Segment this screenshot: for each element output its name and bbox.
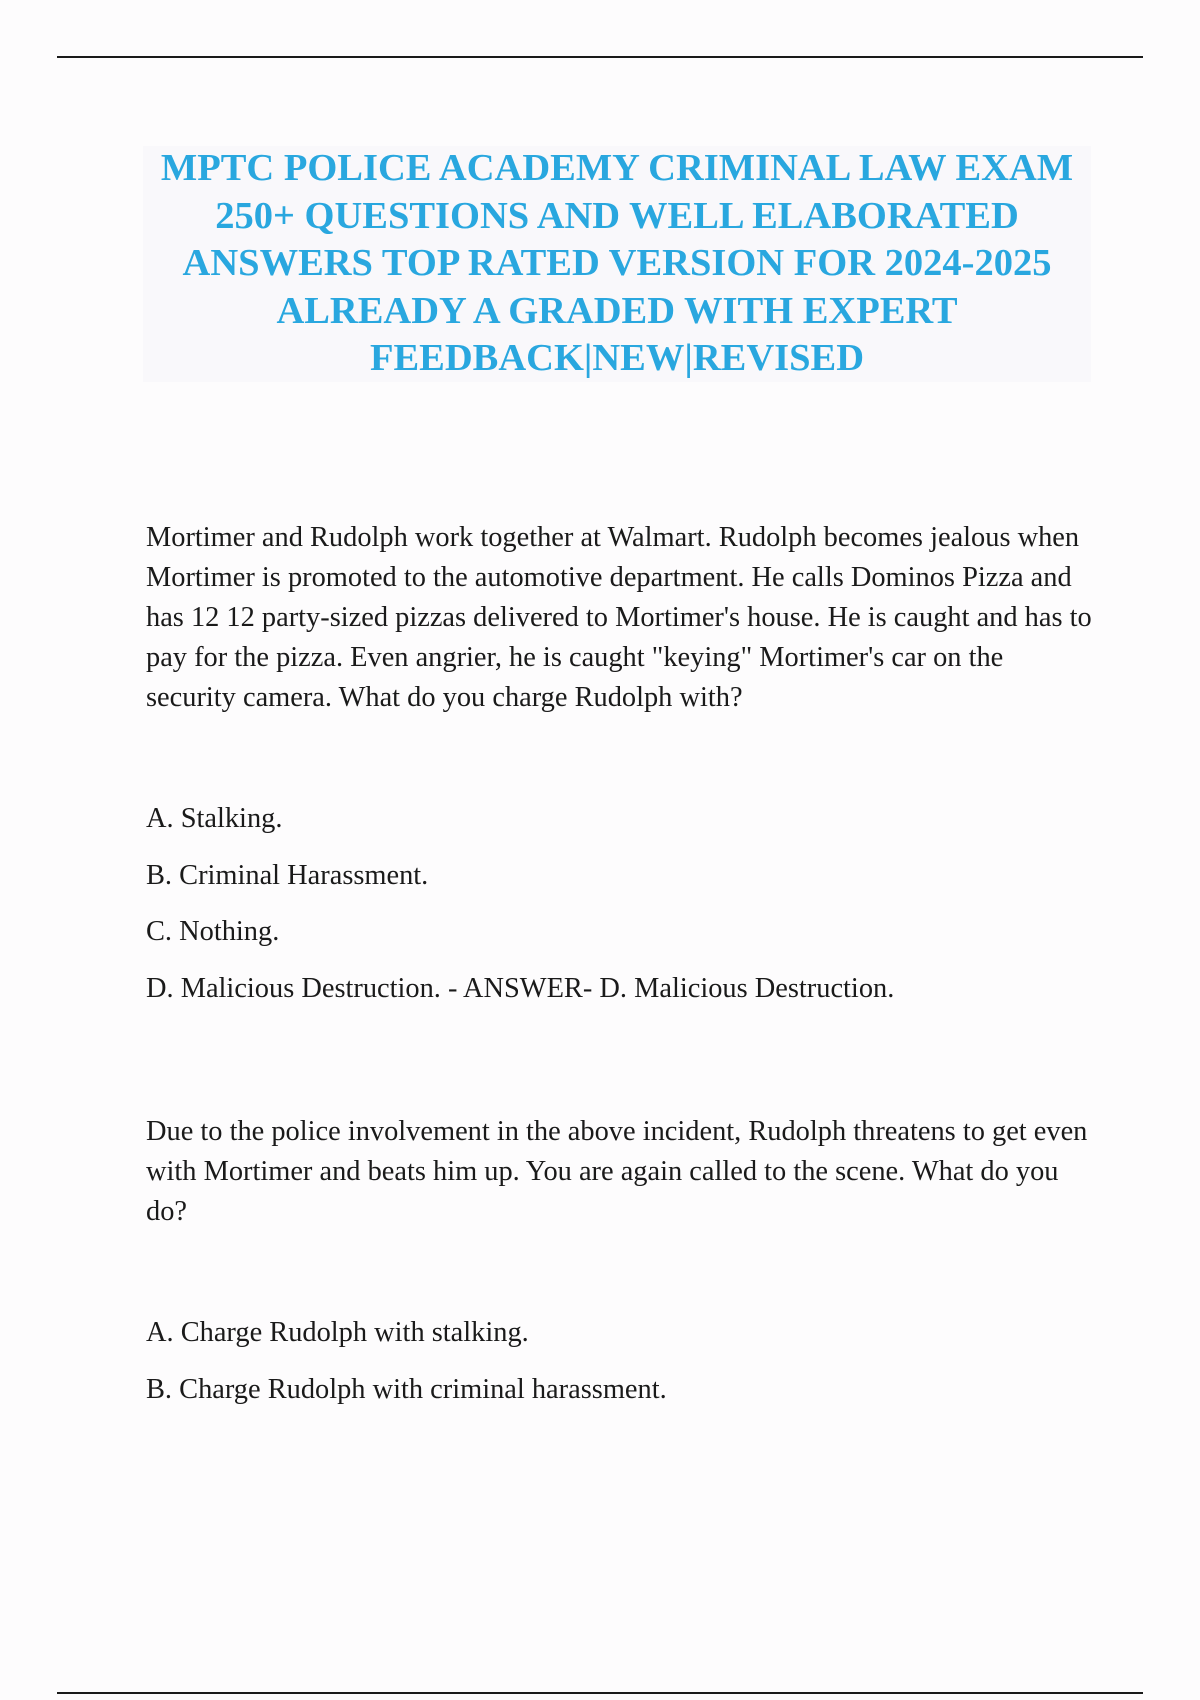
- question-1-option-c: C. Nothing.: [146, 916, 280, 947]
- title-block: [143, 146, 1091, 382]
- question-2-option-b: B. Charge Rudolph with criminal harassment.: [146, 1373, 667, 1405]
- question-1-stem: Mortimer and Rudolph work together at Walmart. Rudolph becomes jealous when Mortimer is promoted to the automotive department. He calls Dominos Pizza and has 12 12 party-sized pizzas delivered to Mortimer's house. He is caught and has to pay for the pizza. Even angrier, he is caught "keying" Mortimer's car on the security camera. What do you charge Rudolph with?: [146, 522, 1092, 713]
- question-1: [146, 518, 1096, 1025]
- question-2-options: [146, 1313, 1096, 1410]
- question-1-option-a: A. Stalking.: [146, 803, 283, 834]
- question-2-stem: Due to the police involvement in the above incident, Rudolph threatens to get even with Mortimer and beats him up. You are again called to the scene. What do you do?: [146, 1116, 1088, 1227]
- top-rule: [57, 56, 1143, 58]
- bottom-rule: [57, 1692, 1143, 1694]
- document-title: MPTC POLICE ACADEMY CRIMINAL LAW EXAM 250+ QUESTIONS AND WELL ELABORATED ANSWERS TOP RATED VERSION FOR 2024-2025 ALREADY A GRADED WITH EXPERT FEEDBACK|NEW|REVISED: [160, 147, 1074, 380]
- question-1-option-d-answer: D. Malicious Destruction. - ANSWER- D. Malicious Destruction.: [146, 972, 895, 1004]
- question-1-option-b: B. Criminal Harassment.: [146, 859, 429, 891]
- question-1-options: [146, 799, 1096, 1009]
- question-2-option-a: A. Charge Rudolph with stalking.: [146, 1317, 529, 1348]
- question-2: [146, 1112, 1096, 1426]
